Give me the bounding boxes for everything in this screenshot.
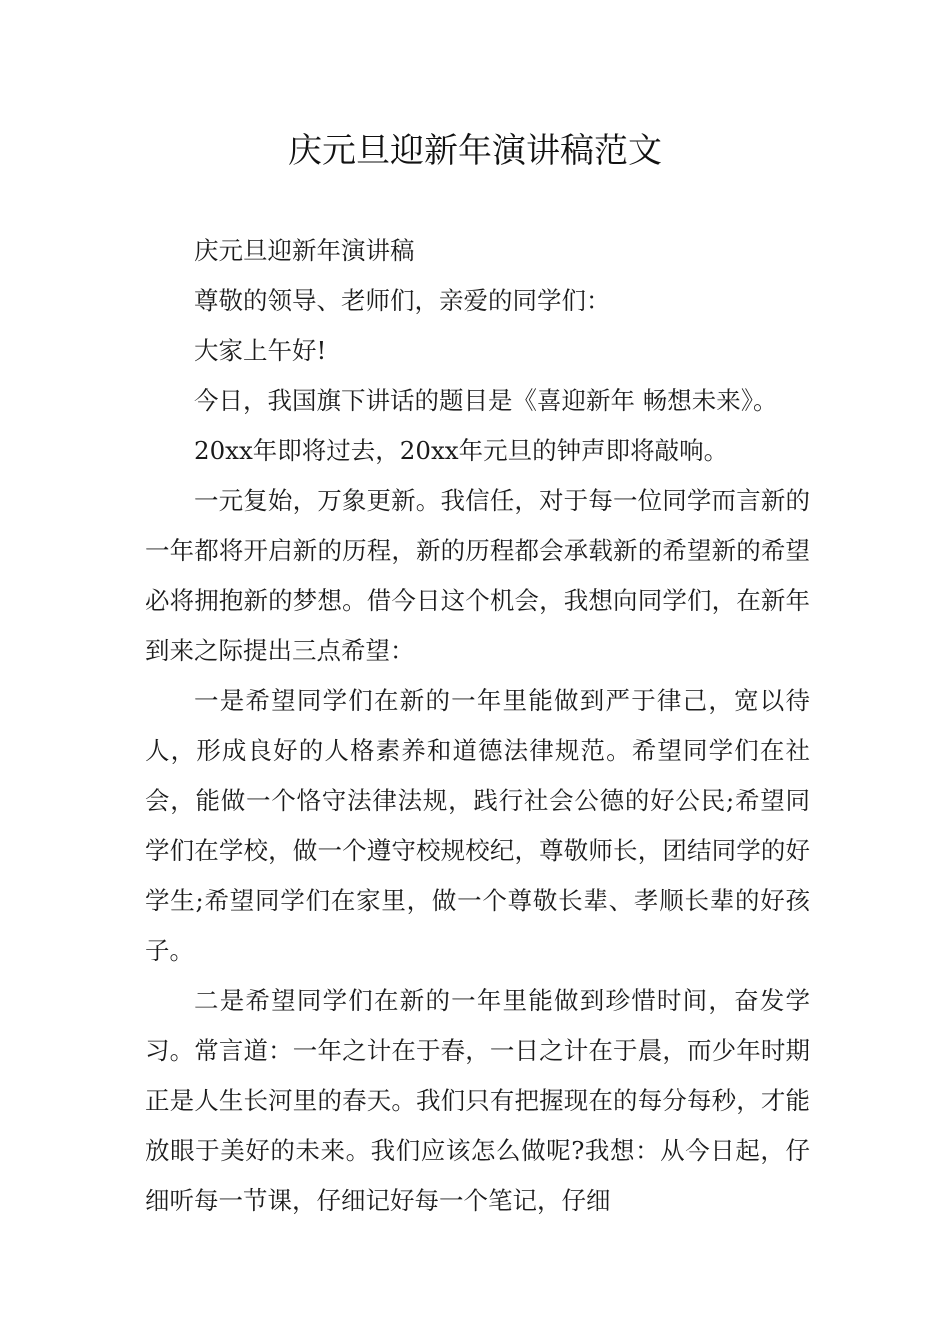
- paragraph-year: 20xx年即将过去，20xx年元旦的钟声即将敲响。: [194, 436, 729, 465]
- paragraph-hope-one: 一是希望同学们在新的一年里能做到严于律己，宽以待人，形成良好的人格素养和道德法律规范。希望同学们在社会，能做一个恪守法律法规，践行社会公德的好公民;希望同学们在学校，做一个遵守校规校纪，尊敬师长，团结同学的好学生;希望同学们在家里，做一个尊敬长辈、孝顺长辈的好孩子。: [145, 686, 810, 965]
- paragraph-intro: 一元复始，万象更新。我信任，对于每一位同学而言新的一年都将开启新的历程，新的历程都会承载新的希望新的希望必将拥抱新的梦想。借今日这个机会，我想向同学们，在新年到来之际提出三点希望：: [145, 486, 810, 665]
- paragraph-greeting: 大家上午好!: [194, 336, 327, 365]
- paragraph-topic: 今日，我国旗下讲话的题目是《喜迎新年 畅想未来》。: [194, 386, 778, 415]
- paragraph-heading: 庆元旦迎新年演讲稿: [194, 236, 415, 265]
- document-body: [145, 226, 810, 1226]
- paragraph-hope-two: 二是希望同学们在新的一年里能做到珍惜时间，奋发学习。常言道：一年之计在于春，一日之计在于晨，而少年时期正是人生长河里的春天。我们只有把握现在的每分每秒，才能放眼于美好的未来。我们应该怎么做呢?我想：从今日起，仔细听每一节课，仔细记好每一个笔记，仔细: [145, 986, 810, 1215]
- document-title: 庆元旦迎新年演讲稿范文: [288, 131, 662, 171]
- paragraph-salutation: 尊敬的领导、老师们，亲爱的同学们：: [194, 286, 611, 315]
